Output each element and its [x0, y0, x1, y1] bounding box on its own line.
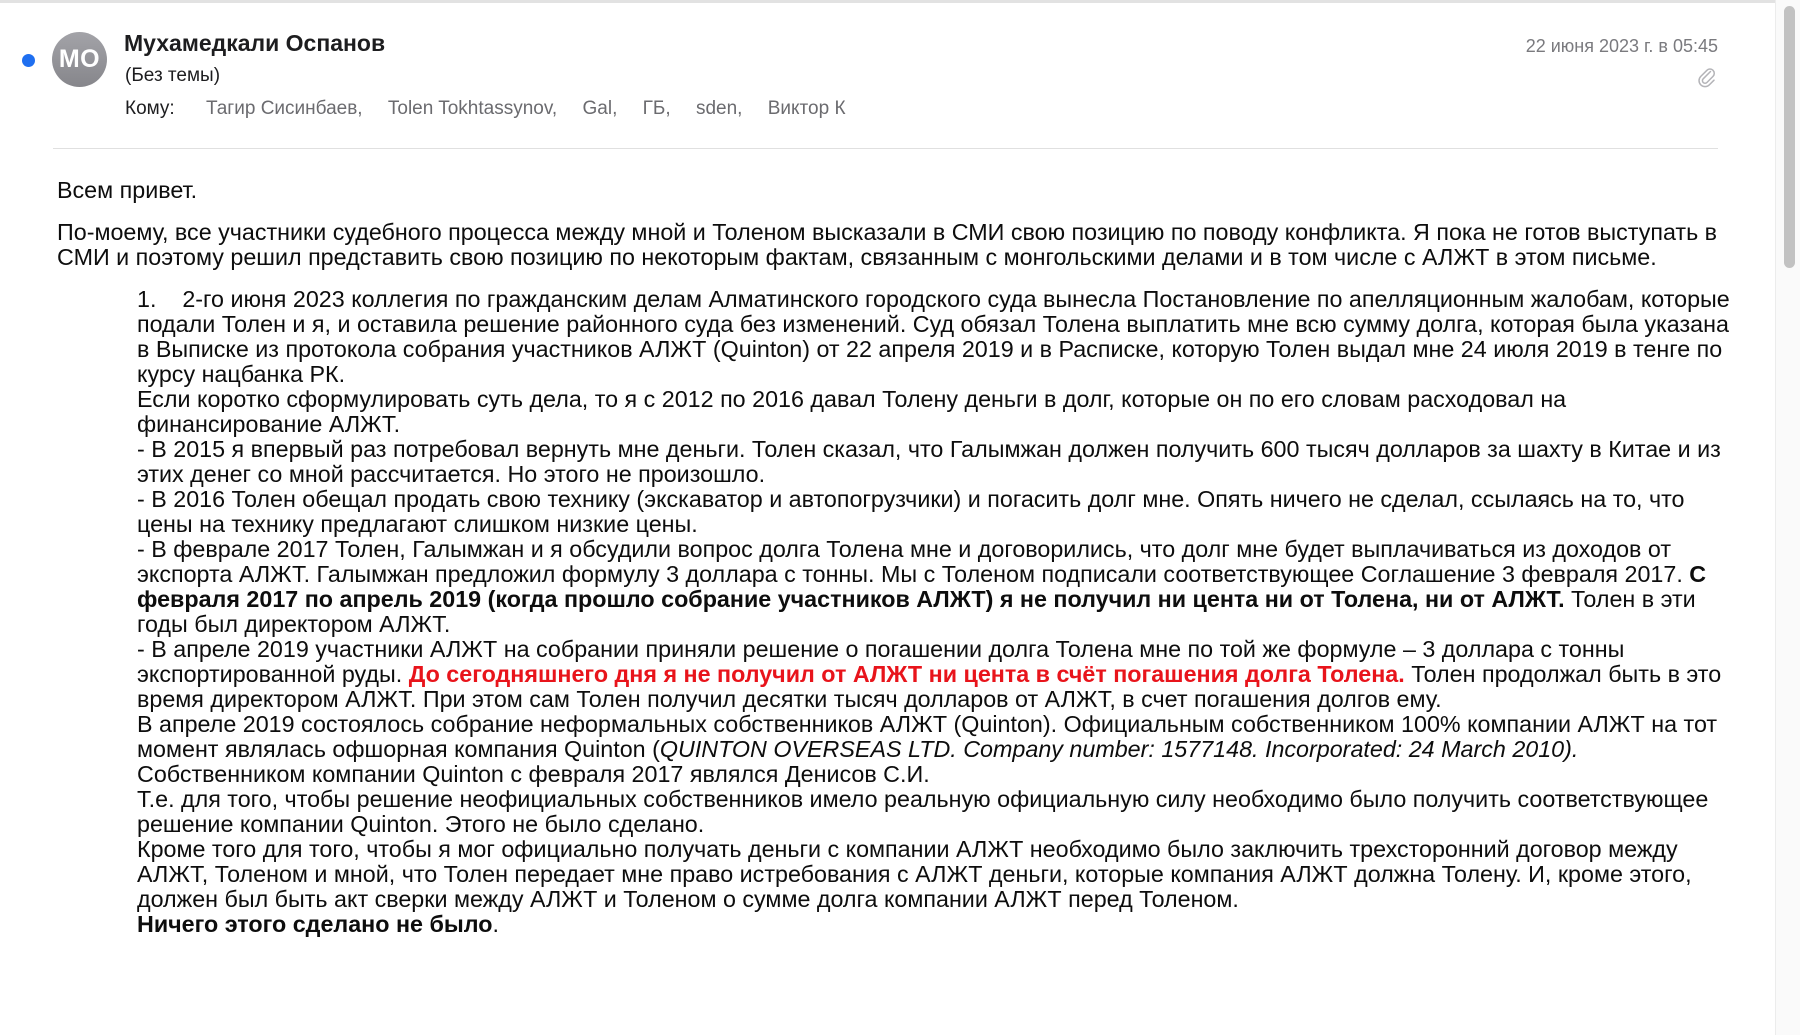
recipient[interactable]: Tolen Tokhtassynov, — [387, 98, 558, 119]
list-item-1: 1. 2-го июня 2023 коллегия по гражданским делам Алматинского городского суда вынесла Постановление по апелляционным жалобам, которые подали Толен и я, и оставила решение районного суда без изменений. Суд обязал Толена выплатить мне всю сумму долга, которая была указана в Выписке из протокола собрания участников АЛЖТ (Quinton) от 22 апреля 2019 и в Расписке, которую Толен выдал мне 24 июля 2019 в тенге по курсу нацбанка РК. — [137, 286, 1730, 387]
avatar-initials: МО — [58, 45, 101, 73]
bold-text: С февраля 2017 по апрель 2019 (когда прошло собрание участников АЛЖТ) я не получил ни цента ни от Толена, ни от АЛЖТ. — [137, 561, 1707, 612]
window-top-edge — [0, 0, 1800, 3]
scrollbar-track[interactable] — [1775, 0, 1800, 1035]
paragraph-owner: Собственником компании Quinton с февраля 2017 являлся Денисов С.И. — [137, 761, 930, 787]
to-label: Кому: — [125, 98, 175, 119]
recipient[interactable]: Gal, — [582, 98, 618, 119]
paragraph-nothing — [137, 912, 1737, 937]
text-run: - В феврале 2017 Толен, Галымжан и я обсудили вопрос долга Толена мне и договорились, что долг мне будет выплачиваться из доходов от экспорта АЛЖТ. Галымжан предложил формулу 3 доллара с тонны. Мы с Толеном подписали соответствующее Соглашение 3 февраля 2017. — [137, 536, 1690, 587]
paperclip-icon[interactable] — [1698, 66, 1716, 88]
text-run: . — [492, 911, 499, 937]
paragraph-2016: - В 2016 Толен обещал продать свою технику (экскаватор и автопогрузчики) и погасить долг мне. Опять ничего не сделал, ссылаясь на то, что цены на технику предлагают слишком низкие цены. — [137, 486, 1685, 537]
message-body — [57, 178, 1737, 937]
paragraph-quinton — [137, 712, 1737, 762]
text-run: Толен продолжал быть в это время директором АЛЖТ. При этом сам Толен получил десятки тысяч долларов от АЛЖТ, в счет погашения долгов ему. — [137, 661, 1722, 712]
summary-paragraph: Если коротко сформулировать суть дела, то я с 2012 по 2016 давал Толену деньги в долг, которые он по его словам расходовал на финансирование АЛЖТ. — [137, 386, 1567, 437]
paragraph-2015: - В 2015 я впервый раз потребовал вернуть мне деньги. Толен сказал, что Галымжан должен получить 600 тысяч долларов за шахту в Китае и из этих денег со мной рассчитается. Но этого не произошло. — [137, 436, 1721, 487]
scrollbar-thumb[interactable] — [1784, 6, 1795, 268]
recipient[interactable]: sden, — [695, 98, 743, 119]
sender-name[interactable]: Мухамедкали Оспанов — [124, 30, 386, 56]
highlighted-text: До сегодняшнего дня я не получил от АЛЖТ ни цента в счёт погашения долга Толена. — [408, 661, 1405, 687]
text-run: В апреле 2019 состоялось собрание неформальных собственников АЛЖТ (Quinton). Официальным собственником 100% компании АЛЖТ на тот момент являлась офшорная компания Quinton ( — [137, 711, 1718, 762]
paragraph-ie: Т.е. для того, чтобы решение неофициальных собственников имело реальную официальную силу необходимо было получить соответствующее решение компании Quinton. Этого не было сделано. — [137, 786, 1709, 837]
paragraph-besides: Кроме того для того, чтобы я мог официально получать деньги с компании АЛЖТ необходимо было заключить трехсторонний договор между АЛЖТ, Толеном и мной, что Толен передает мне право истребования с АЛЖТ деньги, которые компания АЛЖТ должна Толену. И, кроме этого, должен был быть акт сверки между АЛЖТ и Толеном о сумме долга компании АЛЖТ перед Толеном. — [137, 836, 1692, 912]
numbered-section — [57, 287, 1737, 937]
message-date: 22 июня 2023 г. в 05:45 — [1525, 36, 1718, 56]
intro-paragraph: По-моему, все участники судебного процесса между мной и Толеном высказали в СМИ свою позицию по поводу конфликта. Я пока не готов выступать в СМИ и поэтому решил представить свою позицию по некоторым фактам, связанным с монгольскими делами и в том числе с АЛЖТ в этом письме. — [57, 219, 1718, 270]
italic-text: QUINTON OVERSEAS LTD. Company number: 1577148. Incorporated: 24 March 2010). — [659, 736, 1579, 762]
recipient[interactable]: Виктор К — [767, 98, 846, 119]
bold-text: Ничего этого сделано не было — [137, 911, 493, 937]
paragraph-2017 — [137, 537, 1737, 637]
header-divider — [53, 148, 1718, 149]
message-subject: (Без темы) — [125, 65, 221, 86]
sender-avatar[interactable] — [52, 32, 107, 87]
recipients-line — [125, 98, 846, 120]
recipient[interactable]: Тагир Сисинбаев, — [205, 98, 363, 119]
greeting: Всем привет. — [57, 177, 198, 203]
paragraph-2019 — [137, 637, 1737, 712]
text-run: Толен в эти годы был директором АЛЖТ. — [137, 586, 1696, 637]
recipient[interactable]: ГБ, — [642, 98, 671, 119]
unread-indicator[interactable] — [22, 54, 35, 67]
text-run: - В апреле 2019 участники АЛЖТ на собрании приняли решение о погашении долга Толена мне по той же формуле – 3 доллара с тонны экспортированной руды. — [137, 636, 1625, 687]
